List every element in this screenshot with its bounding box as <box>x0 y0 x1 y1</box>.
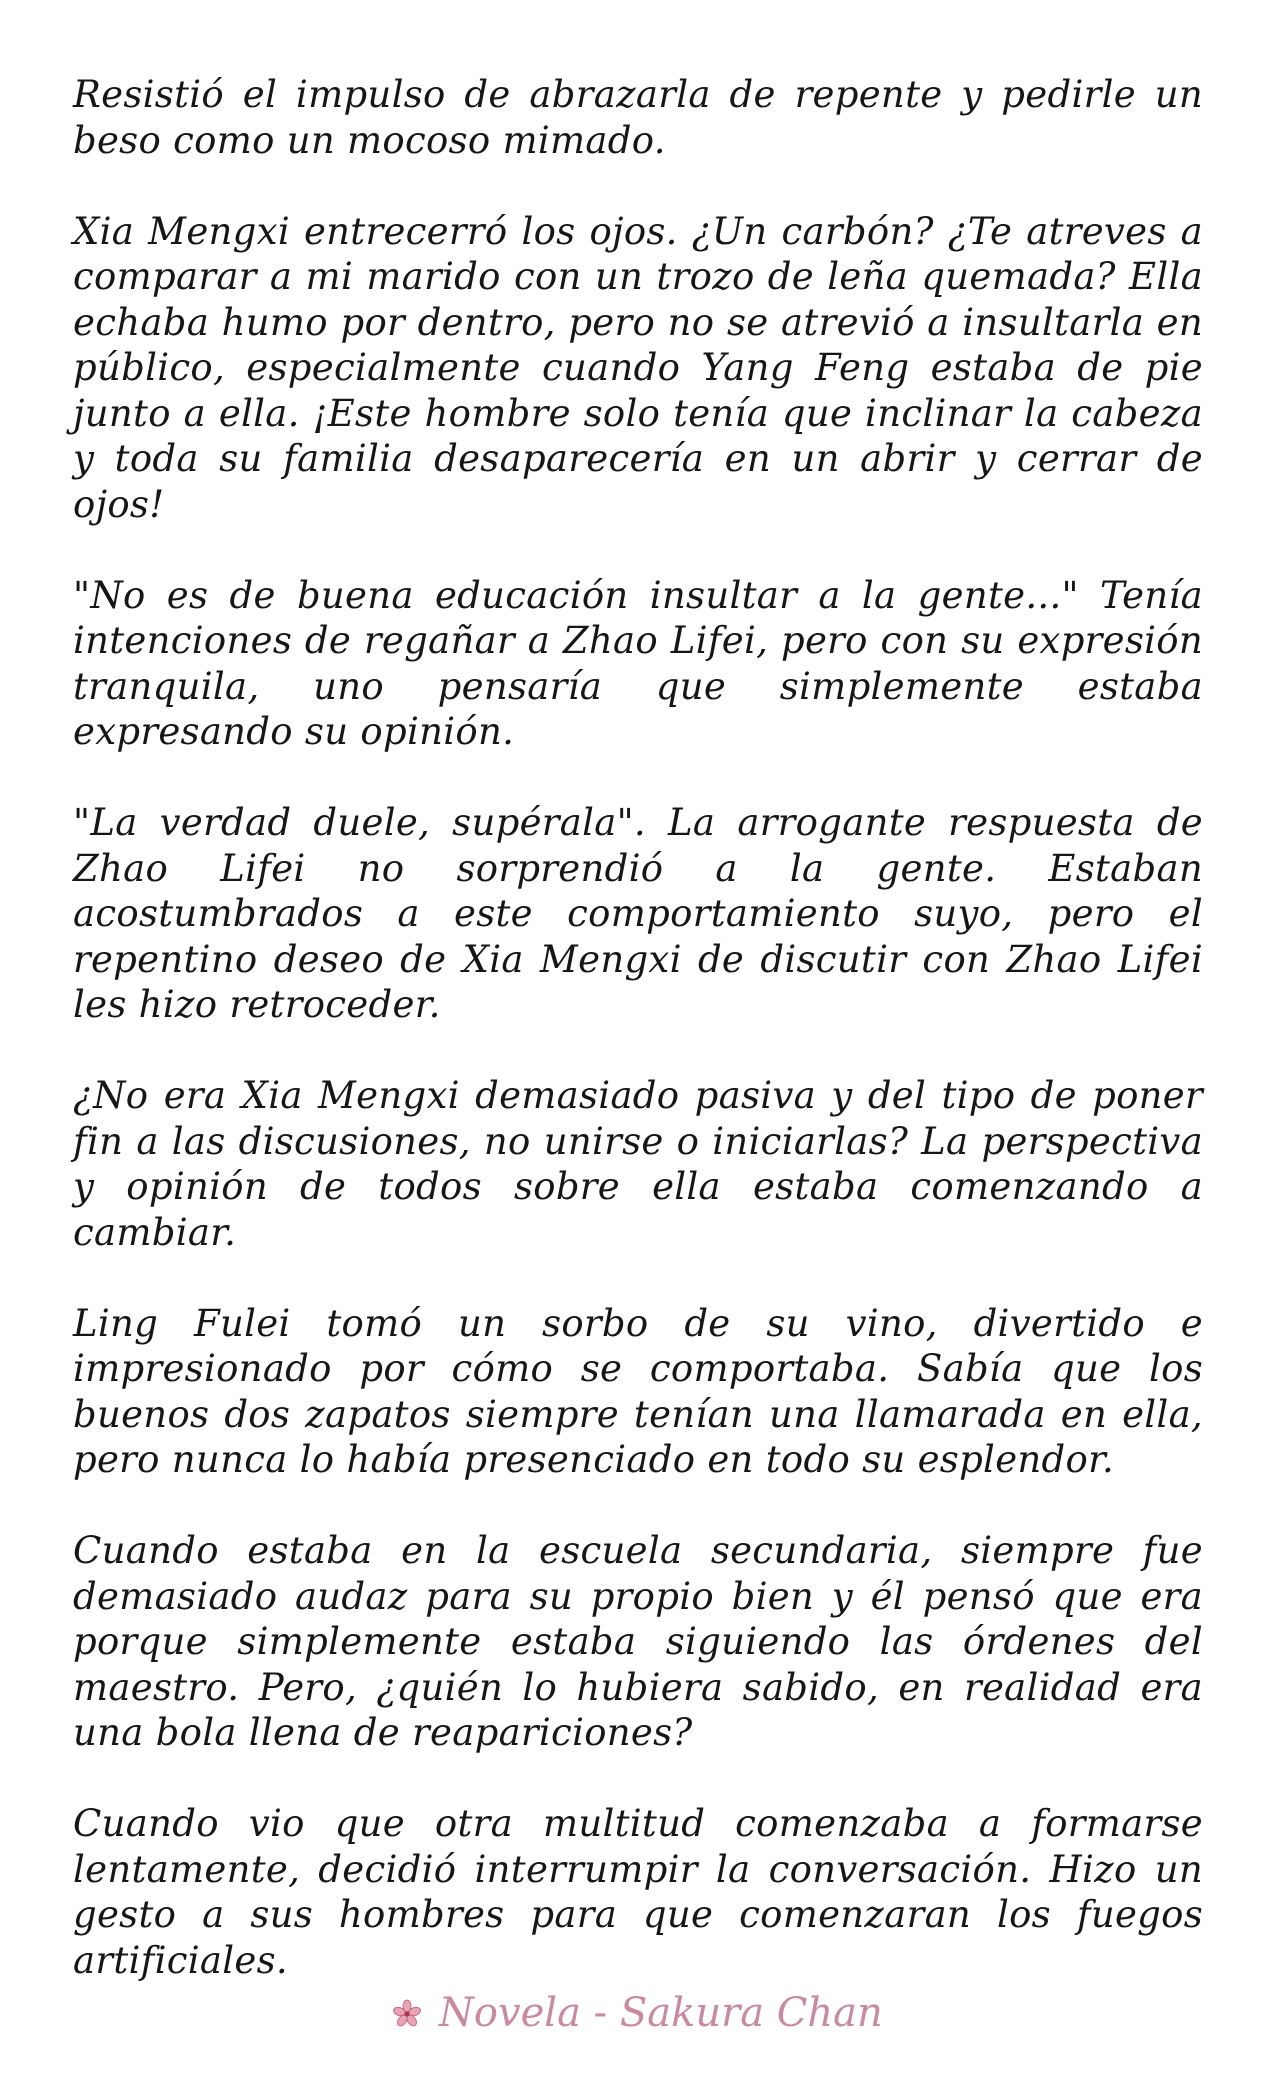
paragraph-2: Xia Mengxi entrecerró los ojos. ¿Un carbón? ¿Te atreves a comparar a mi marido con un trozo de leña quemada? Ella echaba humo por dentro, pero no se atrevió a insultarla en público, especialmente cuando Yang Feng estaba de pie junto a ella. ¡Este hombre solo tenía que inclinar la cabeza y toda su familia desaparecería en un abrir y cerrar de ojos! <box>73 209 1203 526</box>
paragraph-1: Resistió el impulso de abrazarla de repente y pedirle un beso como un mocoso mimado. <box>73 73 1203 162</box>
paragraph-3: "No es de buena educación insultar a la gente..." Tenía intenciones de regañar a Zhao Lifei, pero con su expresión tranquila, uno pensaría que simplemente estaba expresando su opinión. <box>73 573 1203 753</box>
paragraph-5: ¿No era Xia Mengxi demasiado pasiva y del tipo de poner fin a las discusiones, no unirse o iniciarlas? La perspectiva y opinión de todos sobre ella estaba comenzando a cambiar. <box>73 1074 1203 1254</box>
paragraph-7: Cuando estaba en la escuela secundaria, siempre fue demasiado audaz para su propio bien y él pensó que era porque simplemente estaba siguiendo las órdenes del maestro. Pero, ¿quién lo hubiera sabido, en realidad era una bola llena de reapariciones? <box>73 1529 1203 1754</box>
sakura-flower-icon <box>392 1993 422 2039</box>
paragraph-8: Cuando vio que otra multitud comenzaba a formarse lentamente, decidió interrumpir la conversación. Hizo un gesto a sus hombres para que comenzaran los fuegos artificiales. <box>73 1802 1203 1982</box>
paragraph-6: Ling Fulei tomó un sorbo de su vino, divertido e impresionado por cómo se comportaba. Sabía que los buenos dos zapatos siempre tenían una llamarada en ella, pero nunca lo había presenciado en todo su esplendor. <box>73 1301 1203 1481</box>
document-body <box>73 72 1203 2029</box>
paragraph-4: "La verdad duele, supérala". La arrogante respuesta de Zhao Lifei no sorprendió a la gente. Estaban acostumbrados a este comportamiento suyo, pero el repentino deseo de Xia Mengxi de discutir con Zhao Lifei les hizo retroceder. <box>73 801 1203 1026</box>
watermark <box>0 1990 1275 2039</box>
watermark-text: Novela - Sakura Chan <box>438 1990 883 2036</box>
